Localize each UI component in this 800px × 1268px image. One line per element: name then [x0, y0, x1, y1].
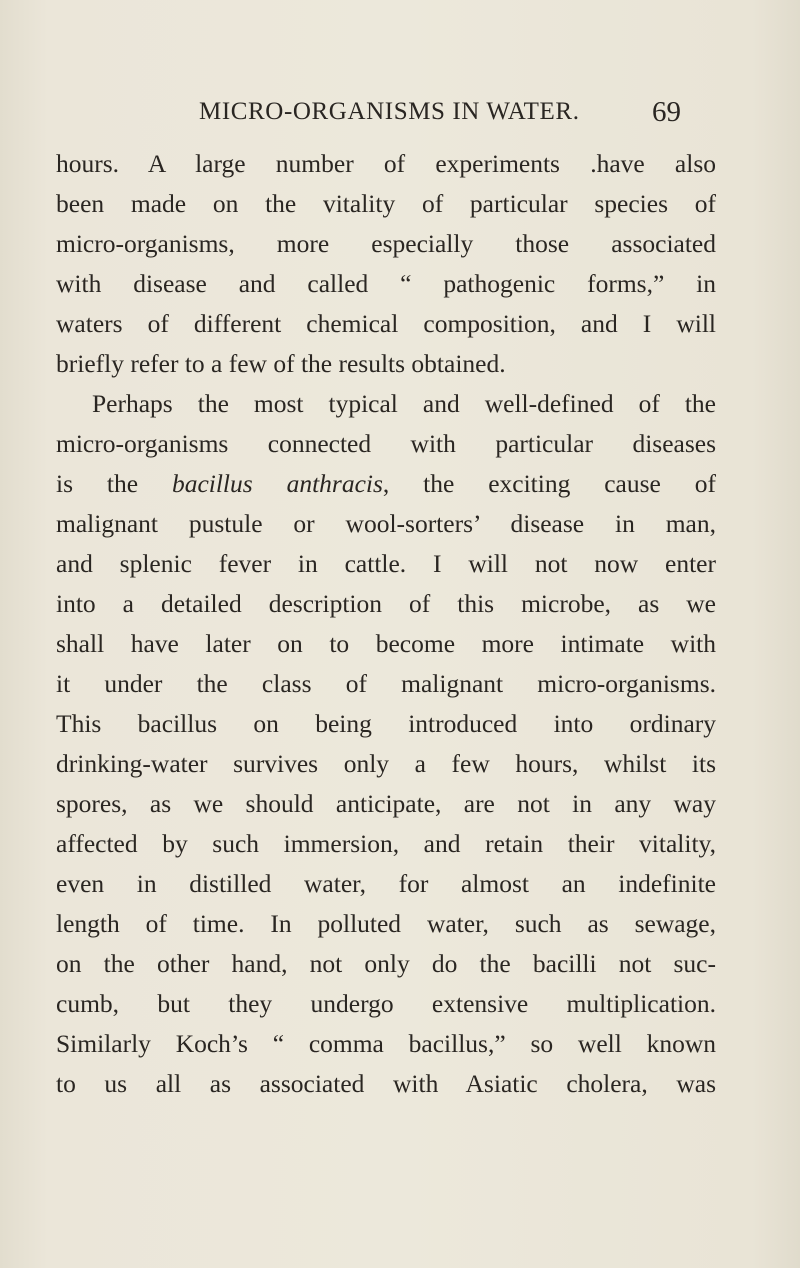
text-line: length of time. In polluted water, such as sewage, [56, 909, 716, 938]
text-line: spores, as we should anticipate, are not in any way [56, 789, 716, 818]
text-line: hours. A large number of experiments .have also [56, 149, 716, 178]
text-line: briefly refer to a few of the results obtained. [56, 349, 506, 378]
text-line: with disease and called “ pathogenic forms,” in [56, 269, 716, 298]
text-line: into a detailed description of this microbe, as we [56, 589, 716, 618]
page-header [0, 92, 800, 132]
text-line: on the other hand, not only do the bacilli not suc- [56, 949, 716, 978]
text-line: Similarly Koch’s “ comma bacillus,” so well known [56, 1029, 716, 1058]
text-line: malignant pustule or wool-sorters’ disease in man, [56, 509, 716, 538]
page-number: 69 [652, 96, 681, 128]
text-line: drinking-water survives only a few hours, whilst its [56, 749, 716, 778]
species-name-italic: bacillus anthracis [171, 469, 383, 498]
text-line: Perhaps the most typical and well-defined of the [92, 389, 716, 418]
text-line: and splenic fever in cattle. I will not now enter [56, 549, 716, 578]
text-line: to us all as associated with Asiatic cholera, was [56, 1069, 716, 1098]
text-line: micro-organisms connected with particular diseases [56, 429, 716, 458]
text-line: affected by such immersion, and retain their vitality, [56, 829, 716, 858]
text-line: This bacillus on being introduced into ordinary [56, 709, 716, 738]
text-line: been made on the vitality of particular species of [56, 189, 716, 218]
text-line: shall have later on to become more intimate with [56, 629, 716, 658]
text-line: micro-organisms, more especially those associated [56, 229, 716, 258]
text-line: it under the class of malignant micro-organisms. [56, 669, 716, 698]
running-head: MICRO-ORGANISMS IN WATER. [199, 98, 580, 125]
text-line: waters of different chemical composition, and I will [56, 309, 716, 338]
text-line: even in distilled water, for almost an indefinite [56, 869, 716, 898]
text-line [56, 464, 716, 504]
text-run: , the exciting cause of [382, 469, 716, 498]
text-line: cumb, but they undergo extensive multiplication. [56, 989, 716, 1018]
text-run: is the [56, 469, 172, 498]
